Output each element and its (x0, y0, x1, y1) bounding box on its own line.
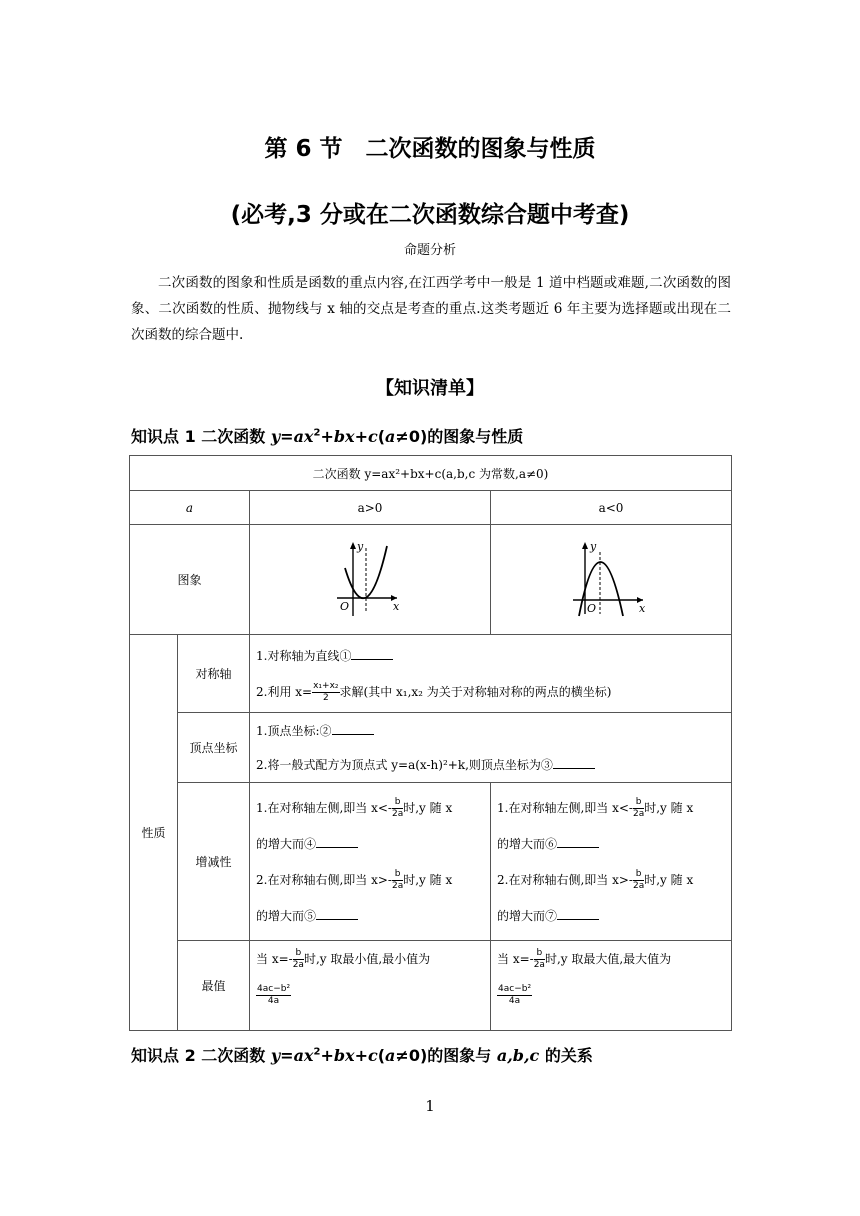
vertex-line1: 1.顶点坐标:② (256, 723, 332, 738)
col-pos-header: a>0 (250, 491, 491, 525)
frac-num: b (534, 948, 545, 960)
upward-parabola-graph (335, 538, 405, 618)
extreme-neg-content (491, 941, 732, 1031)
blank-7 (557, 907, 599, 920)
fraction (392, 797, 403, 820)
knowledge-point-2-heading: 知识点 2 二次函数 $y=ax^2+bx+c(a\ne 0)$的图象与 a,b,c 的关系 (131, 1046, 593, 1065)
neg-l1-post: 时,y 随 x (644, 800, 694, 815)
neg-l3-post: 时,y 随 x (644, 872, 694, 887)
frac-num: b (633, 869, 644, 881)
kp2-abc: a,b,c (496, 1046, 540, 1065)
axis-label: 对称轴 (178, 635, 250, 713)
ext-neg-pre: 当 x=- (497, 952, 534, 966)
axis-line2-pre: 2.利用 x= (256, 684, 313, 699)
fraction (633, 869, 644, 892)
blank-6 (557, 835, 599, 848)
downward-parabola-graph (571, 538, 651, 618)
ext-neg-post: 时,y 取最大值,最大值为 (544, 952, 672, 966)
fraction (392, 869, 403, 892)
blank-3 (553, 756, 595, 769)
table-header: 二次函数 y=ax²+bx+c(a,b,c 为常数,a≠0) (130, 456, 732, 491)
axis-line2-post: 求解(其中 x₁,x₂ 为关于对称轴对称的两点的横坐标) (339, 684, 612, 699)
frac-num: b (293, 948, 304, 960)
blank-1 (351, 647, 393, 660)
x-axis-label: x (639, 602, 646, 615)
neg-l4: 的增大而⑦ (497, 908, 558, 923)
pos-l1-pre: 1.在对称轴左侧,即当 x<- (256, 800, 392, 815)
frac-num: 4ac−b² (257, 984, 291, 994)
page-title: 第 6 节 二次函数的图象与性质 (264, 136, 596, 162)
ext-pos-post: 时,y 取最小值,最小值为 (303, 952, 431, 966)
col-a-header: a (130, 491, 250, 525)
vertex-content (250, 713, 732, 783)
blank-2 (332, 722, 374, 735)
extreme-label: 最值 (178, 941, 250, 1031)
midpoint-fraction (312, 681, 339, 704)
fraction (633, 797, 644, 820)
frac-den: 2a (533, 960, 545, 970)
fraction (293, 948, 304, 971)
row-graph-label: 图象 (130, 525, 250, 635)
axis-content (250, 635, 732, 713)
col-neg-header: a<0 (491, 491, 732, 525)
page-subtitle: (必考,3 分或在二次函数综合题中考查) (230, 202, 630, 228)
analysis-paragraph: 二次函数的图象和性质是函数的重点内容,在江西学考中一般是 1 道中档题或难题,二次函数的图象、二次函数的性质、抛物线与 x 轴的交点是考查的重点.这类考题近 6 年主要为选择题或出现在二次函数的综合题中. (131, 275, 731, 343)
pos-l3-pre: 2.在对称轴右侧,即当 x>- (256, 872, 392, 887)
properties-table (129, 455, 732, 1031)
row-props-label: 性质 (130, 635, 178, 1031)
frac-den: 4a (267, 996, 280, 1006)
frac-den: 4a (508, 996, 521, 1006)
graph-downward-parabola (491, 525, 732, 635)
blank-5 (316, 907, 358, 920)
mono-pos-content (250, 783, 491, 941)
vertex-line2: 2.将一般式配方为顶点式 y=a(x-h)²+k,则顶点坐标为③ (256, 757, 553, 772)
frac-num: b (633, 797, 644, 809)
kp2-prefix: 知识点 2 二次函数 (131, 1046, 271, 1065)
pos-l3-post: 时,y 随 x (403, 872, 453, 887)
frac-num: 4ac−b² (498, 984, 532, 994)
pos-l4: 的增大而⑤ (256, 908, 317, 923)
frac-den: 2 (322, 692, 329, 703)
kp2-end: 的关系 (539, 1046, 593, 1065)
frac-den: 2a (292, 960, 304, 970)
extreme-pos-content (250, 941, 491, 1031)
neg-l2: 的增大而⑥ (497, 836, 558, 851)
graph-upward-parabola (250, 525, 491, 635)
mono-label: 增减性 (178, 783, 250, 941)
x-axis-label: x (393, 600, 400, 613)
origin-label: O (340, 600, 350, 613)
y-axis-label: y (590, 540, 597, 553)
kp1-prefix: 知识点 1 二次函数 (131, 427, 271, 446)
min-value-fraction (256, 984, 291, 1007)
frac-num: b (392, 797, 403, 809)
y-axis-label: y (357, 540, 364, 553)
blank-4 (316, 835, 358, 848)
page-number: 1 (425, 1097, 435, 1115)
frac-den: 2a (632, 808, 645, 819)
section-title: 【知识清单】 (376, 378, 484, 399)
kp2-suffix: 的图象与 (427, 1046, 497, 1065)
max-value-fraction (497, 984, 532, 1007)
frac-num: b (392, 869, 403, 881)
neg-l1-pre: 1.在对称轴左侧,即当 x<- (497, 800, 633, 815)
mono-neg-content (491, 783, 732, 941)
frac-den: 2a (632, 880, 645, 891)
knowledge-point-1-heading: 知识点 1 二次函数 $y=ax^2+bx+c(a\ne 0)$的图象与性质 (131, 427, 524, 446)
frac-den: 2a (391, 880, 404, 891)
neg-l3-pre: 2.在对称轴右侧,即当 x>- (497, 872, 633, 887)
analysis-label: 命题分析 (403, 243, 456, 258)
fraction (534, 948, 545, 971)
vertex-label: 顶点坐标 (178, 713, 250, 783)
pos-l1-post: 时,y 随 x (403, 800, 453, 815)
frac-den: 2a (391, 808, 404, 819)
pos-l2: 的增大而④ (256, 836, 317, 851)
frac-num: x₁+x₂ (313, 680, 339, 691)
origin-label: O (587, 602, 597, 615)
kp1-suffix: 的图象与性质 (427, 427, 524, 446)
axis-line1: 1.对称轴为直线① (256, 648, 352, 663)
ext-pos-pre: 当 x=- (256, 952, 293, 966)
